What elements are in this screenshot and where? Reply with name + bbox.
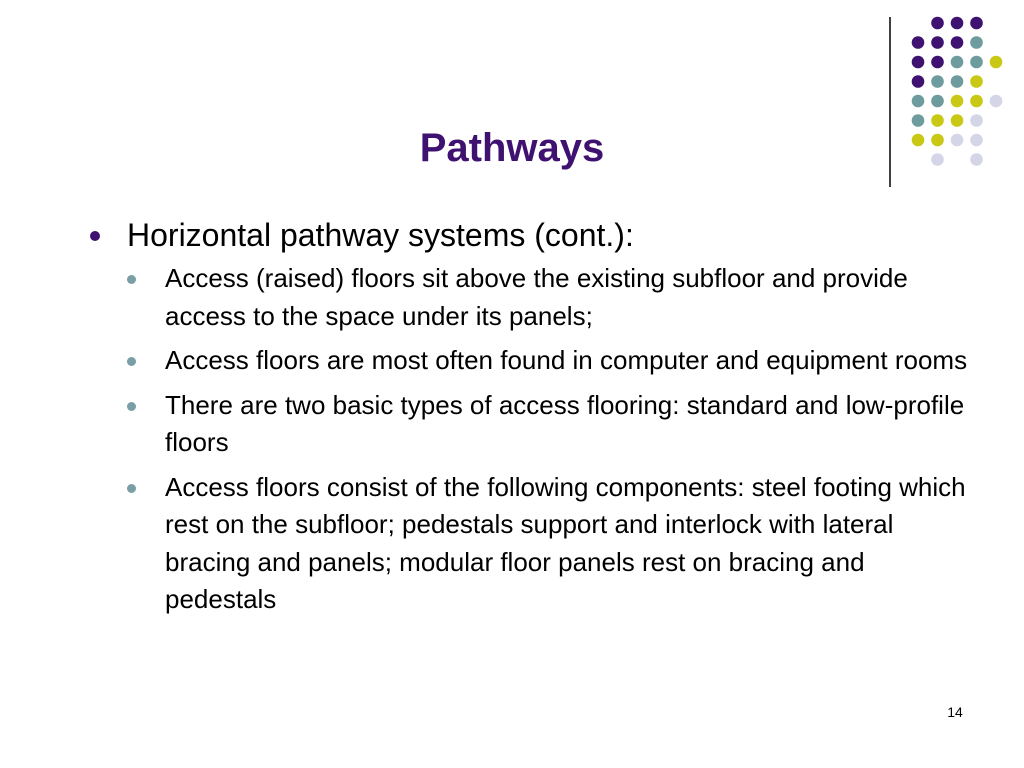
bullet-level1 bbox=[90, 214, 970, 256]
sub-bullet bbox=[127, 342, 970, 380]
sub-bullet-text: Access (raised) floors sit above the existing subfloor and provide access to the space under its panels; bbox=[165, 263, 908, 331]
decorative-dot bbox=[951, 56, 964, 69]
sub-bullet-list bbox=[127, 260, 970, 619]
sub-bullet-text: There are two basic types of access flooring: standard and low-profile floors bbox=[165, 389, 965, 457]
sub-bullet-dot-icon bbox=[127, 357, 136, 366]
decorative-dot bbox=[912, 56, 925, 69]
decorative-dot bbox=[990, 95, 1003, 108]
decorative-dot bbox=[970, 36, 983, 49]
bullet-dot-icon bbox=[90, 231, 100, 241]
decorative-dot bbox=[970, 56, 983, 69]
decorative-dot bbox=[931, 36, 944, 49]
sub-bullet-dot-icon bbox=[127, 402, 136, 411]
sub-bullet-text: Access floors are most often found in computer and equipment rooms bbox=[165, 345, 968, 375]
decorative-dot bbox=[970, 75, 983, 88]
decorative-dot bbox=[912, 75, 925, 88]
decorative-dot bbox=[931, 17, 944, 30]
decorative-dot bbox=[951, 75, 964, 88]
bullet-level1-text: Horizontal pathway systems (cont.): bbox=[127, 217, 634, 253]
decorative-dot bbox=[912, 36, 925, 49]
sub-bullet-dot-icon bbox=[127, 484, 136, 493]
sub-bullet-dot-icon bbox=[127, 275, 136, 284]
decorative-dot bbox=[970, 95, 983, 108]
decorative-dot bbox=[951, 95, 964, 108]
sub-bullet bbox=[127, 387, 970, 462]
page-number: 14 bbox=[947, 704, 963, 720]
decorative-dot bbox=[931, 56, 944, 69]
decorative-dot bbox=[951, 17, 964, 30]
decorative-dot bbox=[931, 75, 944, 88]
sub-bullet-text: Access floors consist of the following components: steel footing which rest on the subfloor; pedestals support and interlock with lateral bracing and panels; modular floor panels rest on bracing and pedestals bbox=[165, 471, 966, 614]
decorative-dot bbox=[970, 17, 983, 30]
decorative-dot bbox=[931, 95, 944, 108]
slide-body bbox=[90, 214, 970, 626]
sub-bullet bbox=[127, 469, 970, 619]
slide-title: Pathways bbox=[419, 126, 605, 170]
decorative-dot bbox=[951, 36, 964, 49]
sub-bullet bbox=[127, 260, 970, 335]
decorative-dot bbox=[990, 56, 1003, 69]
decorative-dot bbox=[912, 95, 925, 108]
